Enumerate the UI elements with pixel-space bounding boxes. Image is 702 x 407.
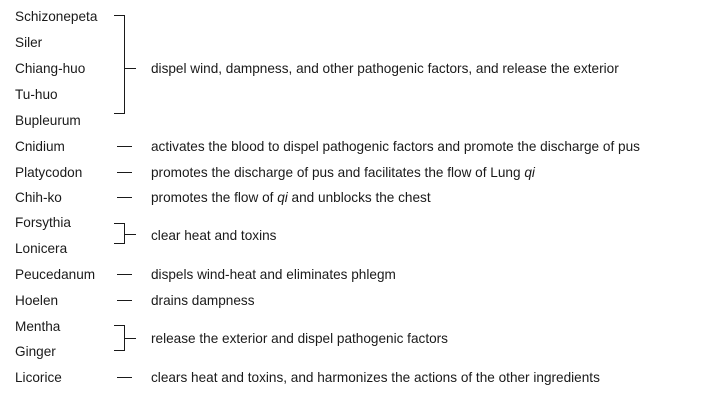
bracket-connector: [125, 338, 136, 339]
herb-name: Chiang-huo: [15, 61, 86, 76]
dash-connector: [117, 274, 132, 275]
herb-action: clear heat and toxins: [151, 228, 277, 243]
herb-action: promotes the flow of qi and unblocks the chest: [151, 190, 431, 205]
herb-name: Forsythia: [15, 215, 71, 230]
herb-name: Mentha: [15, 319, 61, 334]
dash-connector: [117, 197, 132, 198]
herb-action: clears heat and toxins, and harmonizes the actions of the other ingredients: [151, 370, 600, 385]
dash-connector: [117, 146, 132, 147]
herb-name: Hoelen: [15, 293, 59, 308]
herb-name: Lonicera: [15, 241, 68, 256]
herb-action: drains dampness: [151, 293, 255, 308]
dash-connector: [117, 172, 132, 173]
bracket-bottom-arm: [114, 113, 125, 114]
herb-name: Platycodon: [15, 165, 83, 180]
herb-name: Cnidium: [15, 139, 65, 154]
herb-action: activates the blood to dispel pathogenic factors and promote the discharge of pus: [151, 139, 640, 154]
bracket-line: [124, 223, 125, 243]
herb-name: Chih-ko: [15, 190, 62, 205]
dash-connector: [117, 300, 132, 301]
herb-name: Bupleurum: [15, 113, 81, 128]
bracket-connector: [125, 68, 136, 69]
herb-action: release the exterior and dispel pathogenic factors: [151, 331, 448, 346]
herb-name: Peucedanum: [15, 267, 96, 282]
herb-action: promotes the discharge of pus and facilitates the flow of Lung qi: [151, 165, 535, 180]
herb-name: Ginger: [15, 344, 56, 359]
bracket-bottom-arm: [114, 350, 125, 351]
dash-connector: [117, 377, 132, 378]
herb-name: Licorice: [15, 370, 62, 385]
bracket-bottom-arm: [114, 243, 125, 244]
herb-action: dispels wind-heat and eliminates phlegm: [151, 267, 396, 282]
herb-name: Siler: [15, 35, 43, 50]
herb-action: dispel wind, dampness, and other pathogenic factors, and release the exterior: [151, 61, 619, 76]
herb-name: Schizonepeta: [15, 9, 98, 24]
bracket-line: [124, 15, 125, 113]
bracket-connector: [125, 234, 136, 235]
herb-name: Tu-huo: [15, 87, 58, 102]
